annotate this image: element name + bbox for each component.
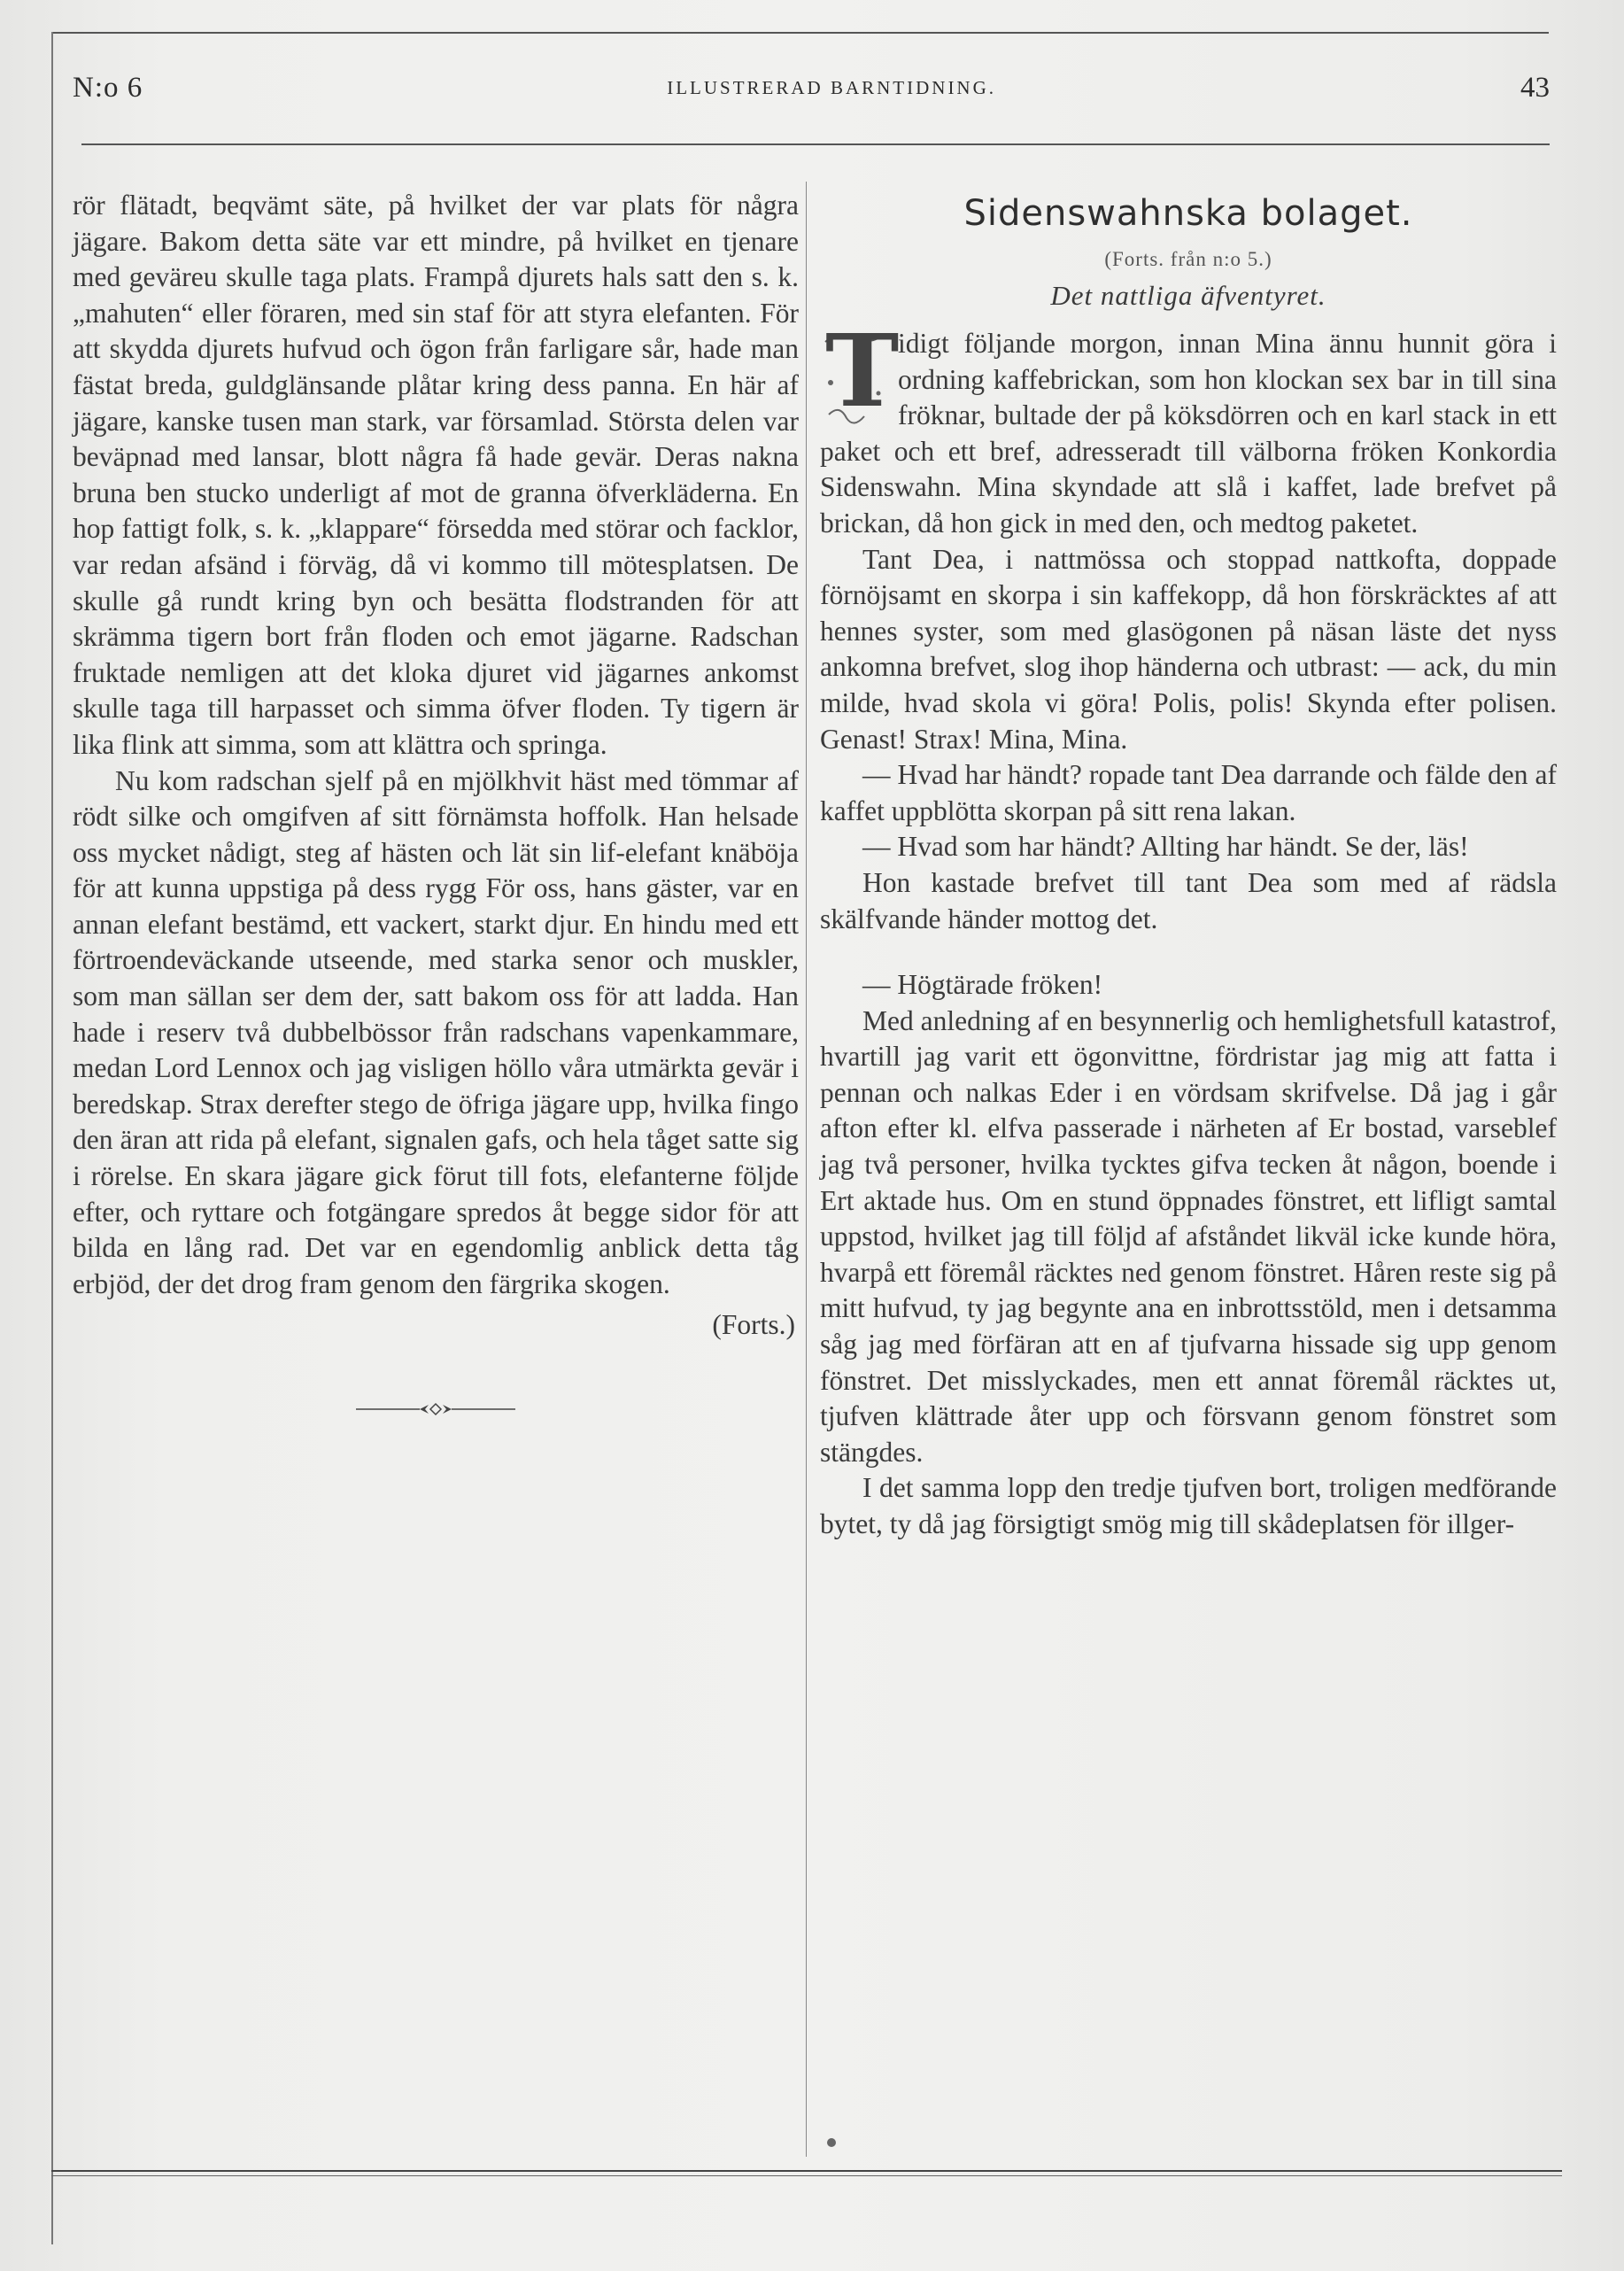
right-paragraph-1: idigt följande morgon, innan Mina ännu hunnit göra i ordning kaffebrickan, som hon klockan sex bar in till sina fröknar, bultade der på köksdörren och en karl stack in ett paket och ett bref, adresseradt till välborna fröken Konkordia Sidenswahn. Mina skyndade att slå i kaffet, lade brefvet på brickan, då hon gick in med den, och medtog paketet. xyxy=(820,328,1557,539)
page-number: 43 xyxy=(1520,71,1550,104)
page-border-bottom xyxy=(51,2170,1562,2172)
right-paragraph-4: — Hvad som har händt? Allting har händt. Se der, läs! xyxy=(862,831,1469,863)
page-header xyxy=(73,66,1550,110)
story-subtitle: (Forts. från n:o 5.) xyxy=(1104,248,1272,270)
dropcap-letter: T xyxy=(825,314,900,430)
page-border-bottom-inner xyxy=(51,2175,1562,2176)
section-ornament xyxy=(73,1390,799,1426)
right-paragraph-7: Med anledning af en besynnerlig och hemlighetsfull katastrof, hvartill jag varit ett ögonvittne, fördristar jag mig att fatta i pennan och nalkas Eder i en vördsam skrifvelse. Då jag i går afton efter kl. elfva passerade i närheten af Er bostad, varseblef jag två personer, hvilka tycktes gifva tecken åt någon, boende i Ert aktade hus. Om en stund öppnades fönstret, ett lifligt samtal uppstod, hvilket jag till följd af afståndet likväl icke kunde höra, hvarpå ett föremål räcktes ned genom fönstret. Håren reste sig på mitt hufvud, ty jag begynte ana en inbrottsstöld, men i detsamma såg jag med förfäran att en af tjufvarna hissade sig upp genom fönstret. Det misslyckades, men ett annat föremål räcktes ut, tjufven klättrade åter upp och försvann genom fönstret som stängdes. xyxy=(820,1004,1557,1468)
ink-spot xyxy=(827,2138,836,2147)
right-paragraph-5: Hon kastade brefvet till tant Dea som med af rädsla skälfvande händer mottog det. xyxy=(820,866,1557,934)
left-paragraph-2: Nu kom radschan sjelf på en mjölkhvit häst med tömmar af rödt silke och omgifven af sitt förnämsta hoffolk. Han helsade oss mycket nådigt, steg af hästen och lät sin lif-elefant knäböja för att kunna uppstiga på dess rygg För oss, hans gäster, var en annan elefant bestämd, ett vackert, starkt djur. En hindu med ett förtroendeväckande utseende, med starka senor och muskler, som man sällan ser dem der, satt bakom oss för att ladda. Han hade i reserv två dubbelbössor från radschans vapenkammare, medan Lord Lennox och jag visligen höllo våra utmärkta gevär i beredskap. Strax derefter stego de öfriga jägare upp, hvilka fingo den äran att rida på elefant, signalen gafs, och hela tåget satte sig i rörelse. En skara jägare gick förut till fots, elefanterne följde efter, och ryttare och fotgängare spredos åt begge sidor för att bilda en lång rad. Det var en egendomlig anblick detta tåg erbjöd, der det drog fram genom den färgrika skogen. xyxy=(73,764,799,1299)
page-border-top xyxy=(51,32,1549,34)
right-column xyxy=(820,188,1557,1543)
page-border-left xyxy=(51,32,53,2244)
publication-title: ILLUSTRERAD BARNTIDNING. xyxy=(667,76,997,98)
issue-number: N:o 6 xyxy=(73,71,143,104)
chapter-title: Det nattliga äfventyret. xyxy=(1050,280,1326,311)
right-paragraph-3: — Hvad har händt? ropade tant Dea darrande och fälde den af kaffet uppblötta skorpan på sitt rena lakan. xyxy=(820,759,1557,826)
dropcap-paragraph xyxy=(820,314,1557,542)
header-rule xyxy=(81,143,1550,145)
left-column xyxy=(73,188,799,1426)
column-divider xyxy=(806,182,807,2157)
dropcap xyxy=(820,314,900,430)
ornament-divider-icon xyxy=(356,1400,515,1418)
continued-note: (Forts.) xyxy=(712,1309,795,1341)
letter-salutation: — Högtärade fröken! xyxy=(862,969,1103,1001)
right-paragraph-2: Tant Dea, i nattmössa och stoppad nattkofta, doppade förnöjsamt en skorpa i sin kaffekopp, då hon förskräcktes af att hennes syster, som med glasögonen på näsan läste det nyss ankomna brefvet, slog ihop händerna och utbrast: — ack, du min milde, hvad skola vi göra! Polis, polis! Skynda efter polisen. Genast! Strax! Mina, Mina. xyxy=(820,543,1557,755)
story-title: Sidenswahnska bolaget. xyxy=(963,193,1413,234)
right-paragraph-8: I det samma lopp den tredje tjufven bort, troligen medförande bytet, ty då jag försigtigt smög mig till skådeplatsen för illger- xyxy=(820,1472,1557,1539)
left-paragraph-1: rör flätadt, beqvämt säte, på hvilket der var plats för några jägare. Bakom detta säte var ett mindre, på hvilket en tjenare med geväreu skulle taga plats. Frampå djurets hals satt den s. k. „mahuten“ eller föraren, med sin staf för att styra elefanten. För att skydda djurets hufvud och ögon från farligare sår, hade man fästat breda, guldglänsande plåtar kring dess panna. En här af jägare, kanske tusen man stark, var församlad. Största delen var beväpnad med lansar, blott några få hade gevär. Deras nakna bruna ben stucko underligt af mot de granna öfverkläderna. En hop fattigt folk, s. k. „klappare“ försedda med störar och facklor, var redan afsänd i förväg, då vi kommo till mötesplatsen. De skulle gå rundt kring byn och besätta flodstranden för att skrämma tigern bort från floden och emot jägarne. Radschan fruktade nemligen att det kloka djuret vid jägarnes ankomst skulle taga till harpasset och simma öfver floden. Ty tigern är lika flink att simma, som att klättra och springa. xyxy=(73,190,799,760)
